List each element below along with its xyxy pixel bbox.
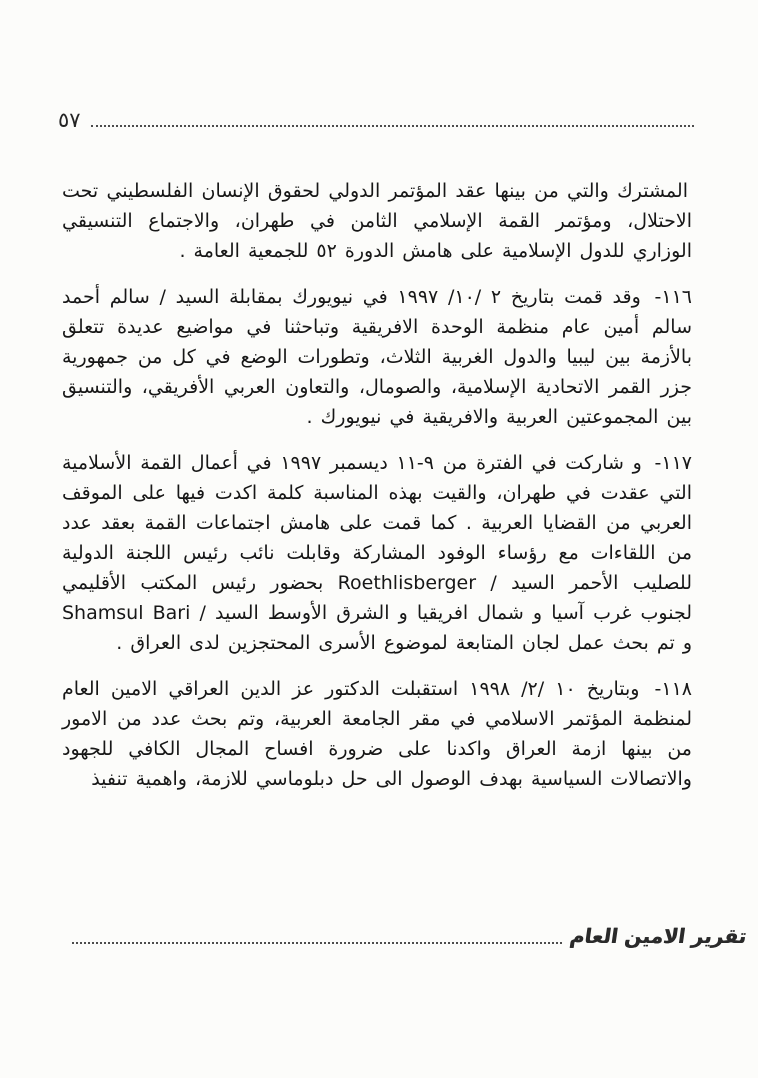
page-header [58,108,694,132]
paragraph-number: ١١٦- [654,286,692,308]
page-number: ٥٧ [58,108,81,132]
paragraph-number: ١١٧- [654,452,692,474]
paragraph-text: المشترك والتي من بينها عقد المؤتمر الدولي لحقوق الإنسان الفلسطيني تحت الاحتلال، ومؤتمر القمة الإسلامي الثامن في طهران، والاجتماع التنسيقي الوزاري للدول الإسلامية على هامش الدورة ٥٢ للجمعية العامة . [62,180,692,262]
paragraph-116 [62,282,692,432]
footer-signature: تقرير الامين العام [567,924,748,948]
paragraph-118 [62,674,692,794]
document-body [62,176,692,810]
paragraph-continuation [62,176,692,266]
header-dotted-rule [91,125,694,127]
page-footer [72,924,746,948]
footer-dotted-rule [72,942,562,944]
paragraph-text: وقد قمت بتاريخ ٢ /١٠/ ١٩٩٧ في نيويورك بمقابلة السيد / سالم أحمد سالم أمين عام منظمة الوحدة الافريقية وتباحثنا في مواضيع عديدة تتعلق بالأزمة بين ليبيا والدول الغربية الثلاث، وتطورات الوضع في كل من جمهورية جزر القمر الاتحادية الإسلامية، والصومال، والتعاون العربي الأفريقي، والتنسيق بين المجموعتين العربية والافريقية في نيويورك . [62,286,692,428]
paragraph-number: ١١٨- [654,678,692,700]
paragraph-text: و شاركت في الفترة من ٩-١١ ديسمبر ١٩٩٧ في أعمال القمة الأسلامية التي عقدت في طهران، والقيت بهذه المناسبة كلمة اكدت فيها على الموقف العربي من القضايا العربية . كما قمت على هامش اجتماعات القمة بعقد عدد من اللقاءات مع رؤساء الوفود المشاركة وقابلت نائب رئيس اللجنة الدولية للصليب الأحمر السيد / Roethlisberger بحضور رئيس المكتب الأقليمي لجنوب غرب آسيا و شمال افريقيا و الشرق الأوسط السيد / Shamsul Bari و تم بحث عمل لجان المتابعة لموضوع الأسرى المحتجزين لدى العراق . [62,452,693,654]
paragraph-text: وبتاريخ ١٠ /٢/ ١٩٩٨ استقبلت الدكتور عز الدين العراقي الامين العام لمنظمة المؤتمر الاسلامي في مقر الجامعة العربية، وتم بحث عدد من الامور من بينها ازمة العراق واكدنا على ضرورة افساح المجال الكافي للجهود والاتصالات السياسية بهدف الوصول الى حل دبلوماسي للازمة، واهمية تنفيذ [62,678,692,790]
paragraph-117 [62,448,692,658]
